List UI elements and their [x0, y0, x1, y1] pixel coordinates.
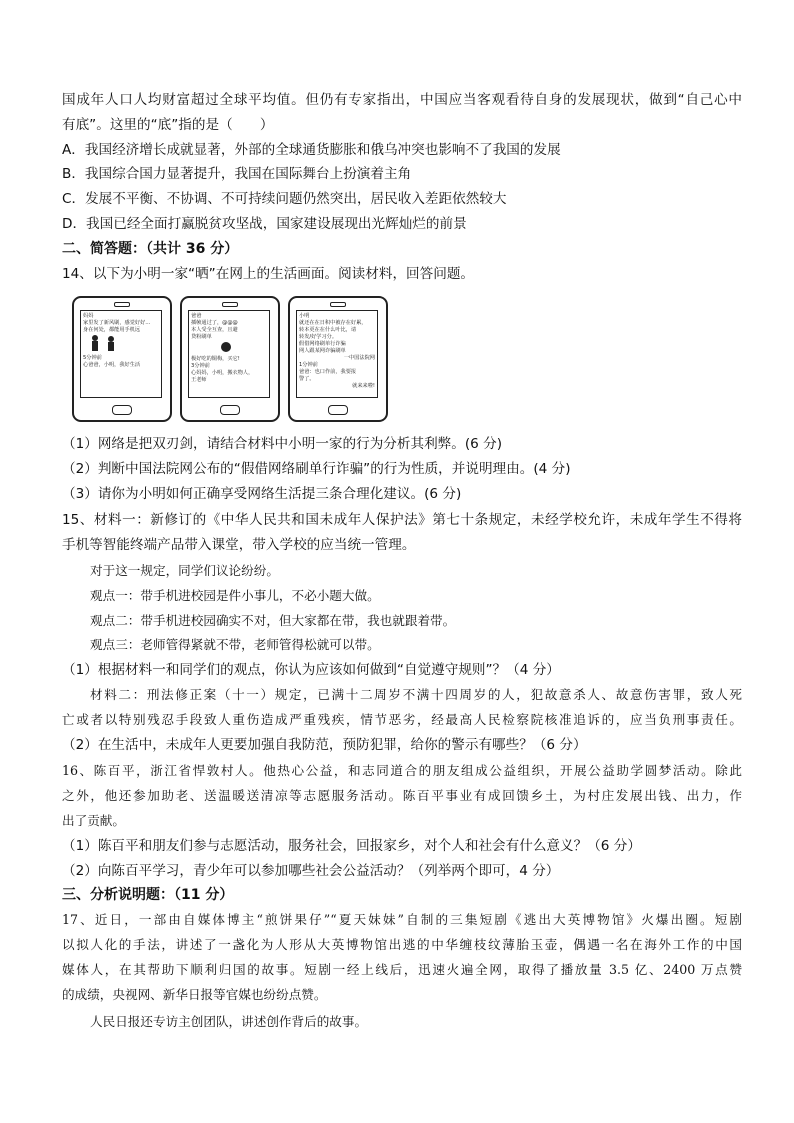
q15-sub2: （2）在生活中，未成年人更要加强自我防范，预防犯罪，给你的警示有哪些？（6 分）	[62, 737, 587, 753]
screen-line: 3分钟前	[191, 363, 210, 369]
q17-line4: 的成绩，央视网、新华日报等官媒也纷纷点赞。	[62, 987, 327, 1002]
screen-line: 转本更在在什么叶比，请	[299, 327, 357, 333]
q15-discussion: 对于这一规定，同学们议论纷纷。	[90, 563, 279, 578]
q17-line3: 媒体人，在其帮助下顺利归国的故事。短剧一经上线后，迅速火遍全网，取得了播放量 3.5 亿、2400 万点赞	[62, 962, 742, 977]
screen-line: 爸爸	[191, 313, 202, 319]
home-button-icon	[328, 405, 348, 415]
q15-sub1: （1）根据材料一和同学们的观点，你认为应该如何做到“自觉遵守规则”？（4 分）	[62, 662, 560, 678]
phone-screen	[188, 310, 270, 398]
screen-line: 小明	[299, 313, 310, 319]
screen-line: 贷粉刷单	[191, 334, 212, 340]
q13-option-a: A．我国经济增长成就显著，外部的全球通货膨胀和俄乌冲突也影响不了我国的发展	[62, 142, 561, 158]
q14-sub3: （3）请你为小明如何正确享受网络生活提三条合理化建议。(6 分)	[62, 486, 462, 502]
q15-stem-line2: 手机等智能终端产品带入课堂，带入学校的应当统一管理。	[62, 537, 416, 553]
q15-view2: 观点二：带手机进校园确实不对，但大家都在带，我也就跟着带。	[90, 613, 456, 628]
q13-option-b: B．我国综合国力显著提升，我国在国际舞台上扮演着主角	[62, 166, 412, 182]
screen-line: 本人受全互查，且避	[191, 327, 238, 333]
q14-phone-illustration	[72, 296, 382, 422]
screen-line: 插帧通过了，@@@	[191, 320, 238, 326]
home-button-icon	[112, 405, 132, 415]
screen-line: 就来来啦!	[352, 383, 375, 389]
q17-line5: 人民日报还专访主创团队，讲述创作背后的故事。	[90, 1014, 368, 1029]
screen-line: 心爸爸，小明，我好生活	[83, 362, 141, 368]
screen-line: 5分钟前	[83, 355, 102, 361]
screen-line: 警了。	[299, 376, 315, 382]
q15-material2-line2: 亡或者以特别残忍手段致人重伤造成严重残疾，情节恶劣，经最高人民检察院核准追诉的，应当负刑事责任。	[62, 712, 742, 727]
fruit-icon	[191, 341, 261, 353]
q16-sub1: （1）陈百平和朋友们参与志愿活动，服务社会，回报家乡，对个人和社会有什么意义？（6 分）	[62, 838, 641, 854]
screen-line: 转发/好学习分。	[299, 334, 338, 340]
screen-line: 网人跟某网诈骗刷单	[299, 348, 346, 354]
phone-screen	[296, 310, 378, 398]
screen-line: 极好吃的铜梅，买它!	[191, 356, 240, 362]
q15-view1: 观点一：带手机进校园是件小事儿，不必小题大做。	[90, 588, 380, 603]
q16-line2: 之外，他还参加助老、送温暖送清凉等志愿服务活动。陈百平事业有成回馈乡土，为村庄发展出钱、出力，作	[62, 788, 742, 803]
screen-line: 爸爸：也口作前，我要报	[299, 369, 357, 375]
screen-line: 就还在在日积中被存在好累，	[299, 320, 367, 326]
phone-xiaoming	[288, 296, 388, 422]
q15-view3: 观点三：老师管得紧就不带，老师管得松就可以带。	[90, 637, 380, 652]
home-button-icon	[220, 405, 240, 415]
people-icon	[83, 334, 153, 352]
screen-line: 一中国法院网	[343, 355, 375, 361]
phone-mom	[72, 296, 172, 422]
phone-screen	[80, 310, 162, 398]
screen-line: 王老师	[191, 377, 207, 383]
screen-line: 心妈妈，小明，搬衣物人，	[191, 370, 254, 376]
screen-line: 身在何处，都能用手机远	[83, 327, 141, 333]
screen-line: 1分钟前	[299, 362, 318, 368]
phone-dad	[180, 296, 280, 422]
q16-line3: 出了贡献。	[62, 813, 125, 828]
q17-line1: 17、近日，一部由自媒体博主“煎饼果仔”“夏天妹妹”自制的三集短剧《逃出大英博物馆》火爆出圈。短剧	[62, 912, 742, 927]
q15-material2-line1: 材料二：刑法修正案（十一）规定，已满十二周岁不满十四周岁的人，犯故意杀人、故意伤害罪，致人死	[90, 687, 742, 702]
section3-heading: 三、分析说明题：（11 分）	[62, 887, 234, 903]
q16-sub2: （2）向陈百平学习，青少年可以参加哪些社会公益活动？（列举两个即可，4 分）	[62, 863, 560, 879]
q13-option-c: C．发展不平衡、不协调、不可持续问题仍然突出，居民收入差距依然较大	[62, 191, 507, 207]
q14-sub1: （1）网络是把双刃剑，请结合材料中小明一家的行为分析其利弊。(6 分)	[62, 436, 503, 452]
section2-heading: 二、简答题：（共计 36 分）	[62, 241, 239, 257]
screen-line: 妈妈	[83, 313, 94, 319]
q16-line1: 16、陈百平，浙江省悍敦村人。他热心公益，和志同道合的朋友组成公益组织，开展公益助学圆梦活动。除此	[62, 763, 742, 778]
screen-line: 家里发了新风刷，感觉好好…	[83, 320, 151, 326]
q13-line1: 国成年人口人均财富超过全球平均值。但仍有专家指出，中国应当客观看待自身的发展现状，做到“自己心中	[62, 92, 742, 108]
q13-option-d: D．我国已经全面打赢脱贫攻坚战，国家建设展现出光辉灿烂的前景	[62, 216, 467, 232]
q14-sub2: （2）判断中国法院网公布的“假借网络刷单行诈骗”的行为性质，并说明理由。(4 分)	[62, 461, 571, 477]
q14-stem: 14、以下为小明一家“晒”在网上的生活画面。阅读材料，回答问题。	[62, 266, 475, 282]
speaker-icon	[330, 302, 346, 307]
q17-line2: 以拟人化的手法，讲述了一盏化为人形从大英博物馆出逃的中华缠枝纹薄胎玉壶，偶遇一名在海外工作的中国	[62, 937, 742, 952]
q15-stem-line1: 15、材料一：新修订的《中华人民共和国未成年人保护法》第七十条规定，未经学校允许，未成年学生不得将	[62, 512, 742, 528]
speaker-icon	[222, 302, 238, 307]
screen-line: 假借网络刷单行诈骗	[299, 341, 346, 347]
q13-line2: 有底”。这里的“底”指的是（ ）	[62, 117, 274, 133]
speaker-icon	[114, 302, 130, 307]
